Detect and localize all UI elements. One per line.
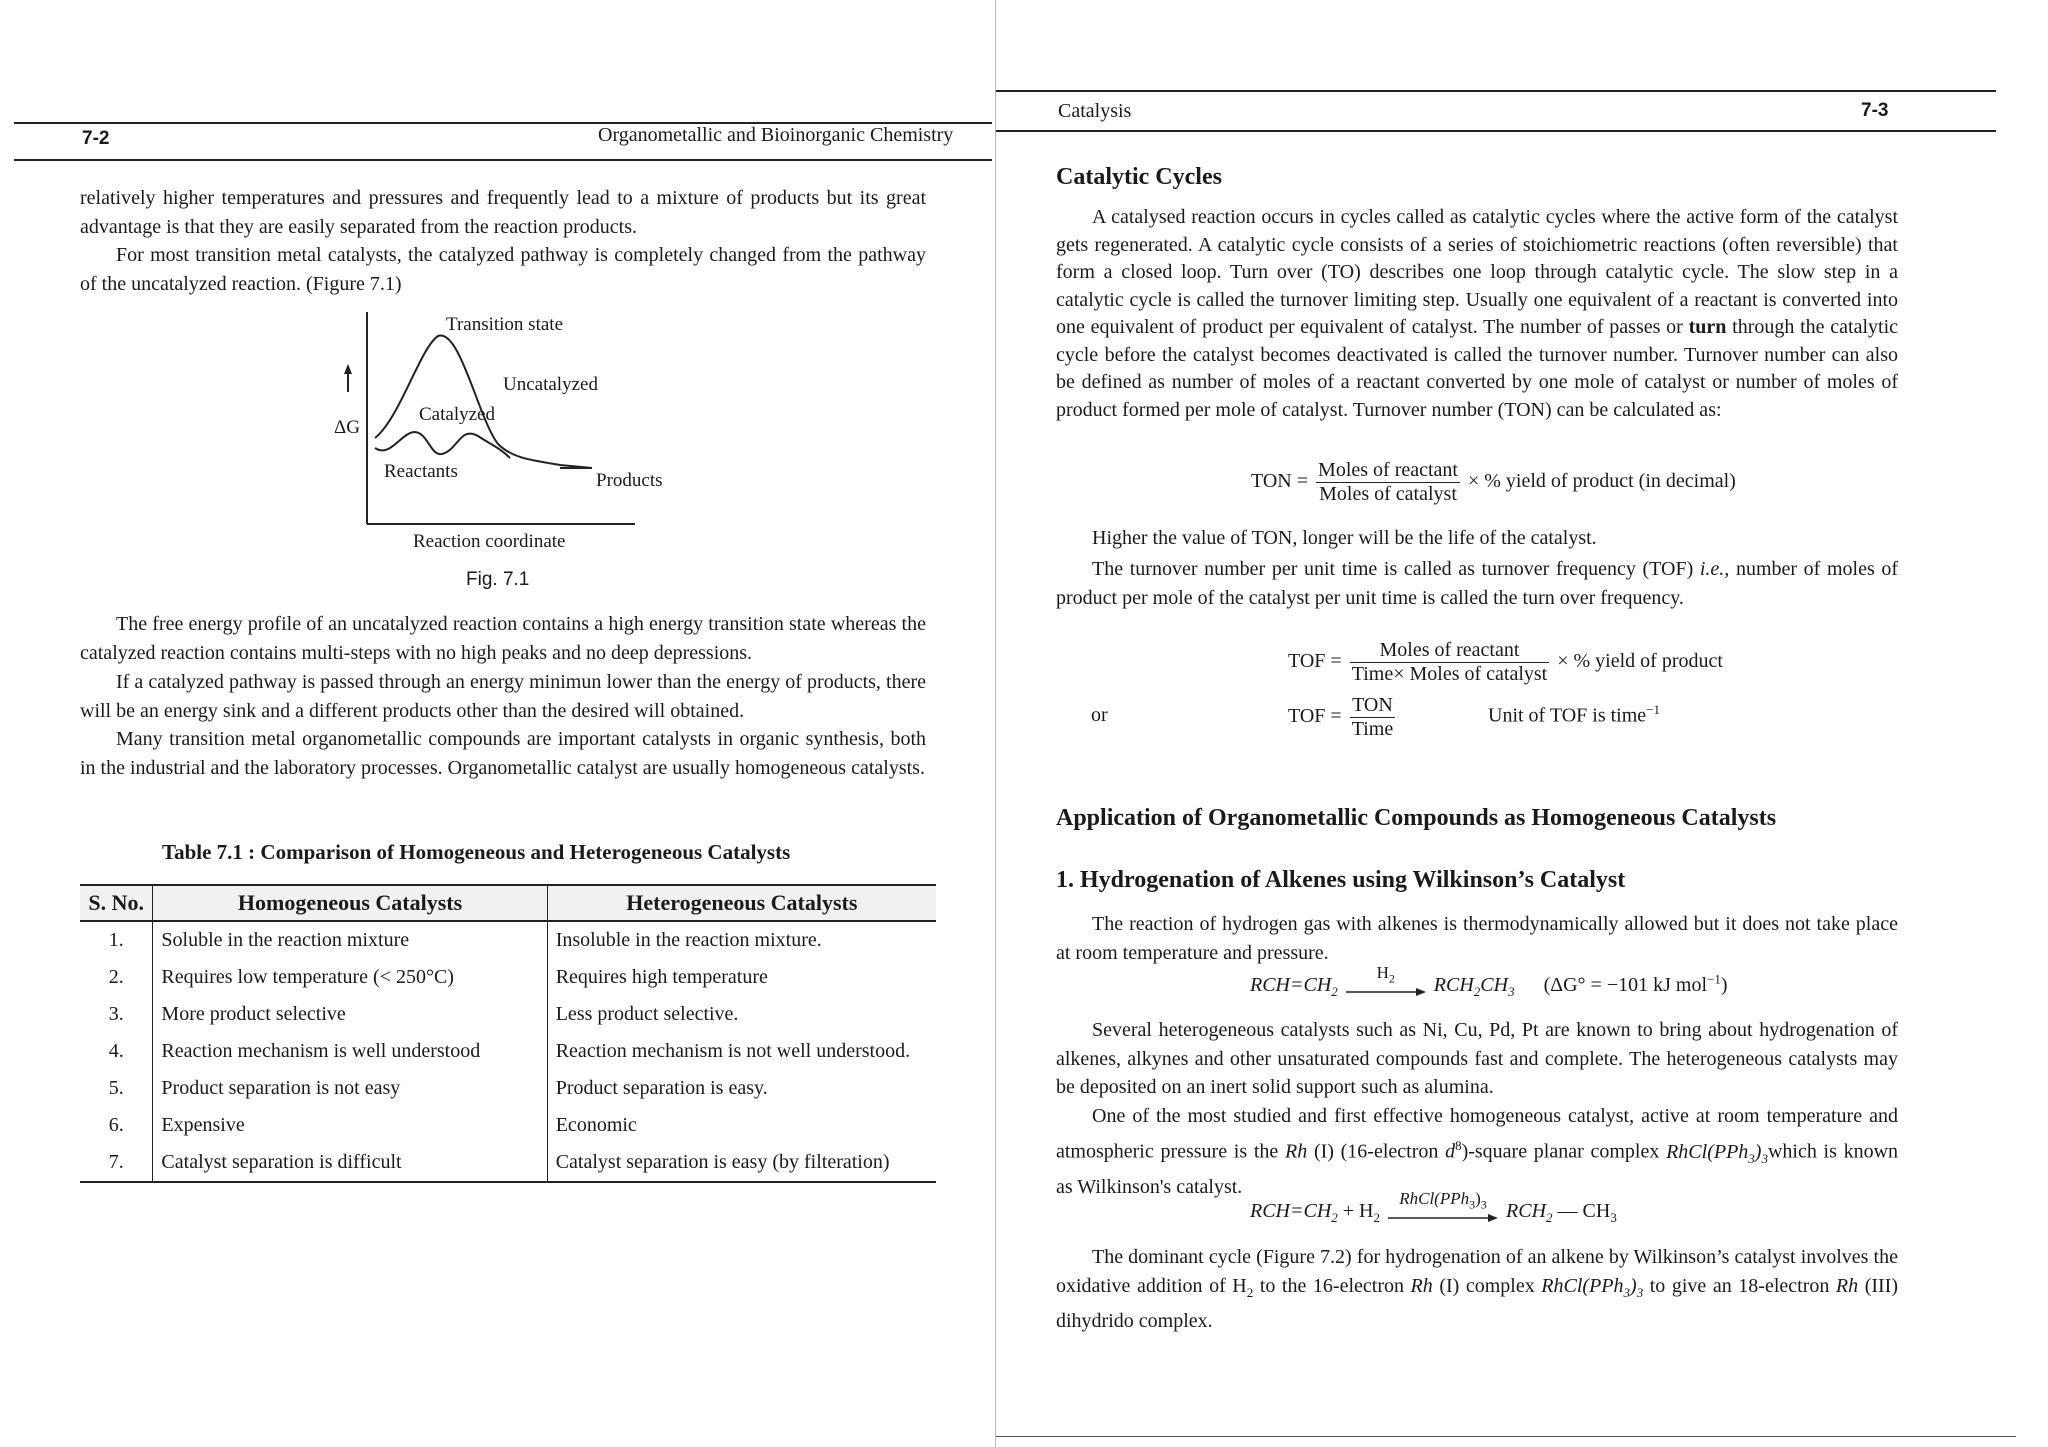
row-heterogeneous: Product separation is easy.	[555, 1077, 768, 1099]
product-text: RCH	[1506, 1200, 1547, 1223]
formula-text: )	[1754, 1140, 1762, 1163]
tof-denominator: Time× Moles of catalyst	[1351, 663, 1548, 685]
product-text: — CH	[1557, 1200, 1611, 1223]
row-homogeneous: Reaction mechanism is well understood	[153, 1033, 547, 1070]
table-row	[80, 921, 936, 959]
table-row	[80, 1107, 936, 1144]
row-sno: 5.	[80, 1070, 153, 1107]
rxn1-delta-g	[1543, 971, 1728, 997]
text-run: (I) complex	[1439, 1275, 1535, 1297]
table-title: Table 7.1 : Comparison of Homogeneous and Heterogeneous Catalysts	[162, 840, 791, 864]
ton-denominator: Moles of catalyst	[1319, 483, 1457, 505]
paragraph-wilkinson	[1056, 1102, 1898, 1202]
row-heterogeneous: Reaction mechanism is not well understood.	[555, 1040, 911, 1062]
tof-lhs: TOF =	[1288, 650, 1342, 673]
catalyst-formula	[1666, 1140, 1768, 1166]
heading-hydrogenation: 1. Hydrogenation of Alkenes using Wilkinson’s Catalyst	[1056, 867, 1626, 893]
paragraph-5: Many transition metal organometallic compounds are important catalysts in organic synthesis, both in the industrial and the laboratory processes. Organometallic catalyst are usually homogeneous catalysts.	[80, 728, 926, 779]
product-text: RCH	[1433, 974, 1474, 997]
subscript: 3	[1480, 1197, 1487, 1212]
comparison-table	[80, 884, 936, 1183]
catalyzed-curve	[375, 432, 510, 458]
subscript: 3	[1469, 1197, 1476, 1212]
text-run: to the 16-electron	[1259, 1275, 1404, 1297]
ton-numerator: Moles of reactant	[1318, 459, 1458, 481]
subscript: 2	[1331, 1210, 1338, 1226]
row-heterogeneous: Economic	[555, 1114, 637, 1136]
text-run: The turnover number per unit time is called as turnover frequency (TOF)	[1092, 558, 1694, 580]
paragraph-dominant-cycle	[1056, 1243, 1898, 1336]
row-homogeneous: Product separation is not easy	[153, 1070, 547, 1107]
text-run: (III) dihydrido complex.	[1056, 1275, 1899, 1332]
subscript: 3	[1761, 1150, 1768, 1166]
subscript: 3	[1636, 1285, 1644, 1300]
catalyst-formula	[1541, 1275, 1644, 1300]
row-heterogeneous: Insoluble in the reaction mixture.	[555, 929, 822, 951]
formula-text: RhCl(PPh	[1666, 1140, 1749, 1163]
paragraph-tof	[1056, 555, 1898, 612]
table-header-row	[80, 885, 936, 921]
table-row	[80, 1144, 936, 1182]
row-homogeneous: Catalyst separation is difficult	[153, 1144, 547, 1182]
formula-text: )	[1630, 1275, 1637, 1297]
page-number: 7-2	[82, 128, 110, 149]
table-row	[80, 1033, 936, 1070]
uncatalyzed-curve	[375, 335, 592, 468]
energy-profile-figure	[330, 308, 670, 528]
header-rule-top	[996, 90, 1996, 92]
row-sno: 7.	[80, 1144, 153, 1182]
header-heterogeneous: Heterogeneous Catalysts	[547, 885, 936, 921]
right-page	[995, 0, 2048, 1447]
row-sno: 6.	[80, 1107, 153, 1144]
text-run: which is known as Wilkinson's catalyst.	[1056, 1140, 1899, 1198]
heading-application: Application of Organometallic Compounds as Homogeneous Catalysts	[1056, 805, 1777, 831]
row-heterogeneous: Catalyst separation is easy (by filteration)	[555, 1151, 890, 1173]
header-rule-bottom	[14, 159, 992, 161]
reactants-label: Reactants	[384, 461, 458, 482]
rxn2-reagent	[1388, 1190, 1498, 1213]
tof-equation-2	[1288, 694, 1398, 741]
text-run: (I) (16-electron	[1313, 1140, 1439, 1163]
italic-term: d	[1445, 1140, 1456, 1163]
running-header-title: Organometallic and Bioinorganic Chemistry	[598, 124, 954, 146]
text-run: through the catalytic cycle before the catalyst becomes deactivated is called the turnover number. Turnover number can also be defined as number of moles of a reactant converted by one mole of catalyst or number of moles of product formed per mole of catalyst. Turnover number (TON) can be calculated as:	[1056, 316, 1899, 421]
ton-equation	[1251, 459, 1736, 506]
text-run: number of moles of product per mole of the catalyst per unit time is called the turn over frequency.	[1056, 558, 1899, 609]
tof-unit-text: Unit of TOF is time	[1488, 704, 1647, 727]
reagent-text: RhCl(PPh	[1399, 1189, 1470, 1208]
row-homogeneous: Expensive	[153, 1107, 547, 1144]
header-sno: S. No.	[80, 885, 153, 921]
ton-rhs: × % yield of product (in decimal)	[1467, 470, 1736, 493]
or-label: or	[1091, 704, 1108, 726]
subscript: 2	[1373, 1210, 1381, 1226]
tof-fraction	[1350, 639, 1550, 686]
bold-term: turn	[1688, 316, 1727, 338]
reactant-text: RCH=CH	[1250, 1200, 1332, 1223]
running-header-title: Catalysis	[1058, 100, 1132, 122]
transition-state-label: Transition state	[446, 314, 563, 335]
paragraph-catalytic-cycles	[1056, 204, 1898, 424]
text-run: )-square planar complex	[1461, 1140, 1660, 1163]
header-homogeneous: Homogeneous Catalysts	[153, 885, 547, 921]
paragraph-hydrogen-gas: The reaction of hydrogen gas with alkenes is thermodynamically allowed but it does not take place at room temperature and pressure.	[1056, 913, 1898, 964]
row-sno: 2.	[80, 959, 153, 996]
reaction-1	[1250, 963, 1728, 1003]
row-heterogeneous: Requires high temperature	[555, 966, 768, 988]
rxn2-plus	[1342, 1200, 1381, 1226]
tof-rhs: × % yield of product	[1557, 650, 1723, 673]
page-number: 7-3	[1861, 100, 1889, 121]
row-heterogeneous: Less product selective.	[555, 1003, 739, 1025]
paragraph-4: If a catalyzed pathway is passed through an energy minimun lower than the energy of products, there will be an energy sink and a different products other than the desired will obtained.	[80, 671, 926, 722]
subscript: 3	[1610, 1210, 1617, 1226]
tof2-fraction	[1350, 694, 1396, 741]
delta-g-label: ΔG	[334, 417, 360, 438]
rxn2-reactant	[1250, 1200, 1338, 1226]
footer-rule	[996, 1436, 2016, 1437]
text-run: to give an 18-electron	[1649, 1275, 1830, 1297]
italic-term: Rh	[1410, 1275, 1433, 1297]
paragraph-1: relatively higher temperatures and pressures and frequently lead to a mixture of products but its great advantage is that they are easily separated from the reaction products.	[80, 187, 926, 238]
superscript: 8	[1455, 1138, 1462, 1153]
rxn2-product-tail	[1557, 1200, 1617, 1226]
paragraph-3: The free energy profile of an uncatalyzed reaction contains a high energy transition state whereas the catalyzed reaction contains multi-steps with no high peaks and no deep depressions.	[80, 613, 926, 664]
table-row	[80, 1070, 936, 1107]
tof2-denominator: Time	[1351, 718, 1394, 740]
row-homogeneous: Soluble in the reaction mixture	[153, 921, 547, 959]
formula-text: RhCl(PPh	[1541, 1275, 1624, 1297]
products-label: Products	[596, 470, 663, 491]
header-rule-bottom	[996, 130, 1996, 132]
rxn1-reactant	[1250, 974, 1338, 1000]
text-run: The dominant cycle (Figure 7.2) for hydrogenation of an alkene by Wilkinson’s catalyst involves the oxidative addition of H	[1056, 1246, 1898, 1297]
superscript: −1	[1707, 971, 1721, 987]
paragraph-heterogeneous: Several heterogeneous catalysts such as Ni, Cu, Pd, Pt are known to bring about hydrogenation of alkenes, alkynes and other unsaturated compounds fast and complete. The heterogeneous catalysts may be deposited on an inert solid support such as alumina.	[1056, 1019, 1898, 1098]
heading-catalytic-cycles: Catalytic Cycles	[1056, 164, 1222, 190]
subscript: 2	[1246, 1285, 1254, 1300]
tof-equation-1	[1288, 639, 1723, 686]
left-page	[0, 0, 995, 1447]
tof2-numerator: TON	[1350, 694, 1396, 718]
plus-text: + H	[1342, 1200, 1374, 1223]
paragraph-2: For most transition metal catalysts, the catalyzed pathway is completely changed from the pathway of the uncatalyzed reaction. (Figure 7.1)	[80, 244, 926, 295]
catalyzed-label: Catalyzed	[419, 404, 495, 425]
subscript: 3	[1623, 1285, 1631, 1300]
row-homogeneous: Requires low temperature (< 250°C)	[153, 959, 547, 996]
subscript: 3	[1748, 1150, 1755, 1166]
row-sno: 1.	[80, 921, 153, 959]
subscript: 2	[1546, 1210, 1553, 1226]
ton-lhs: TON =	[1251, 470, 1309, 493]
paragraph-ton-life: Higher the value of TON, longer will be the life of the catalyst.	[1092, 527, 1597, 549]
reagent-text: )	[1475, 1189, 1481, 1208]
ton-fraction	[1316, 459, 1460, 506]
row-homogeneous: More product selective	[153, 996, 547, 1033]
text-run: A catalysed reaction occurs in cycles called as catalytic cycles where the active form of the catalyst gets regenerated. A catalytic cycle consists of a series of stoichiometric reactions (often reversible) that form a closed loop. Turn over (TO) describes one loop through catalytic cycle. The slow step in a catalytic cycle is called the turnover limiting step. Usually one equivalent of a reactant is converted into one equivalent of product per equivalent of catalyst. The number of passes or	[1056, 206, 1898, 338]
rxn2-arrow	[1388, 1190, 1498, 1223]
dg-arrow-head	[344, 364, 352, 374]
reaction-2	[1250, 1189, 1617, 1229]
tof2-lhs: TOF =	[1288, 705, 1342, 728]
tof-numerator: Moles of reactant	[1350, 639, 1550, 663]
tof-unit	[1488, 702, 1660, 728]
subscript: 3	[1508, 984, 1515, 1000]
reagent-text: H	[1376, 963, 1389, 982]
row-sno: 4.	[80, 1033, 153, 1070]
rxn1-reactant-text: RCH=CH	[1250, 974, 1332, 997]
subscript: 2	[1388, 971, 1395, 986]
italic-term: i.e.,	[1699, 558, 1730, 580]
uncatalyzed-label: Uncatalyzed	[503, 374, 598, 395]
table-row	[80, 996, 936, 1033]
tof-unit-exponent: −1	[1646, 702, 1661, 717]
table-row	[80, 959, 936, 996]
figure-caption: Fig. 7.1	[466, 569, 530, 590]
subscript: 2	[1473, 984, 1481, 1000]
subscript: 2	[1331, 984, 1338, 1000]
product-text: CH	[1480, 974, 1509, 997]
text-run: One of the most studied and first effective homogeneous catalyst, active at room temperature and atmospheric pressure is the	[1056, 1105, 1898, 1163]
reaction-arrow-icon	[1388, 1213, 1498, 1223]
delta-g-close: )	[1720, 974, 1728, 997]
rxn1-reagent	[1346, 964, 1426, 987]
row-sno: 3.	[80, 996, 153, 1033]
italic-term: Rh	[1835, 1275, 1859, 1297]
italic-term: Rh	[1285, 1140, 1308, 1163]
rxn2-product	[1506, 1200, 1553, 1226]
rxn1-arrow	[1346, 964, 1426, 997]
reaction-arrow-icon	[1346, 987, 1426, 997]
x-axis-label: Reaction coordinate	[413, 531, 566, 552]
rxn1-product	[1433, 974, 1515, 1000]
delta-g-text: (ΔG° = −101 kJ mol	[1543, 974, 1707, 997]
